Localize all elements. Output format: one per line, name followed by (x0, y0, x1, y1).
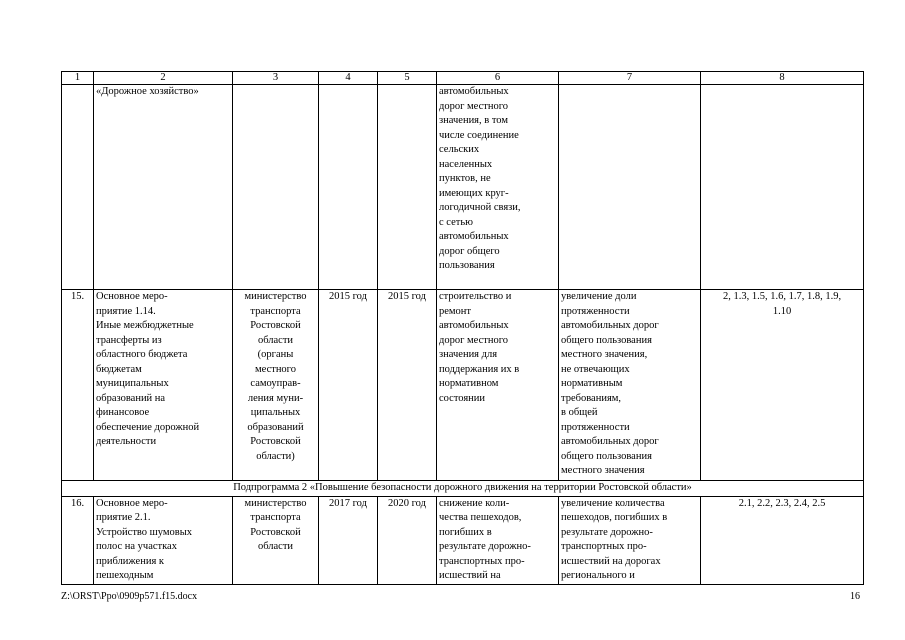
text-line: местного (255, 363, 296, 375)
text-line: автомобильных (439, 320, 509, 331)
text-line: Ростовской (250, 526, 301, 538)
indicators-link-cell (701, 85, 864, 290)
consequences-cell (559, 496, 701, 584)
text-line: пешеходным (96, 570, 154, 581)
text-line: Ростовской (250, 436, 301, 447)
table-row-15 (62, 290, 864, 481)
text-line: с сетью (439, 216, 473, 228)
text-line: сельских (439, 144, 480, 155)
text-line: исшествий на дорогах (561, 555, 661, 567)
text-line: бюджетам (96, 363, 142, 375)
text-line: нормативным (561, 378, 623, 389)
text-line: ремонт (439, 305, 472, 317)
text-line: имеющих круг- (439, 187, 509, 199)
text-line: строительство и (439, 291, 512, 302)
text-line: муниципальных (96, 378, 169, 389)
column-number: 5 (378, 72, 437, 85)
text-line: автомобильных дорог (561, 436, 659, 447)
text-line: автомобильных (439, 231, 509, 242)
text-line: результате дорожно- (561, 526, 653, 538)
text-line: области) (256, 450, 295, 462)
text-line: ления муни- (247, 392, 304, 404)
expected-result-cell (437, 290, 559, 481)
text-line: местного значения (561, 465, 645, 476)
executor-cell (233, 85, 319, 290)
text-line: автомобильных (439, 86, 509, 97)
text-line: погибших в (439, 526, 492, 538)
subprogram-title: Подпрограмма 2 «Повышение безопасности дорожного движения на территории Ростовской области» (62, 481, 864, 497)
text-line: дорог общего (439, 245, 500, 257)
text-line: полос на участках (96, 541, 177, 552)
text-line: 1.10 (772, 305, 792, 317)
text-line: дорог местного (439, 334, 509, 346)
text-line: протяженности (561, 421, 630, 433)
text-line: приятие 2.1. (96, 512, 151, 523)
row-number-cell (62, 85, 94, 290)
text-line: Устройство шумовых (96, 526, 193, 538)
text-line: результате дорожно- (439, 541, 531, 552)
text-line: снижение коли- (439, 497, 510, 509)
text-line: министерство (244, 497, 307, 509)
text-line: пешеходов, погибших в (561, 512, 668, 523)
start-year-cell: 2017 год (319, 496, 378, 584)
column-number: 2 (94, 72, 233, 85)
text-line: образований (247, 421, 304, 433)
footer-file-path: Z:\ORST\Ppo\0909p571.f15.docx (61, 591, 198, 602)
text-line: населенных (439, 158, 493, 170)
text-line: Иные межбюджетные (96, 320, 194, 331)
text-line: общего пользования (561, 450, 652, 462)
text-line: обеспечение дорожной (96, 421, 200, 433)
page-number: 16 (850, 591, 860, 602)
text-line: финансовое (96, 407, 150, 418)
text-line: приближения к (96, 555, 164, 567)
text-line: значения для (439, 349, 498, 360)
text-line: поддержания их в (439, 363, 520, 375)
activity-name-cell (94, 290, 233, 481)
text-line: протяженности (561, 305, 630, 317)
start-year-cell: 2015 год (319, 290, 378, 481)
text-line: автомобильных дорог (561, 320, 659, 331)
text-line: приятие 1.14. (96, 305, 156, 317)
indicators-link-cell (701, 290, 864, 481)
text-line: области (257, 334, 294, 346)
text-line: транспортных про- (561, 541, 647, 552)
text-line: министерство (244, 291, 307, 302)
executor-cell (233, 290, 319, 481)
expected-result-cell (437, 85, 559, 290)
text-line: чества пешеходов, (439, 512, 522, 523)
consequences-cell (559, 85, 701, 290)
text-line: состоянии (439, 392, 486, 404)
row-number-cell: 16. (62, 496, 94, 584)
text-line: дорог местного (439, 100, 509, 112)
column-number: 8 (701, 72, 864, 85)
text-line: транспорта (250, 512, 301, 523)
text-line: увеличение количества (561, 497, 665, 509)
activity-name-cell (94, 496, 233, 584)
column-number: 1 (62, 72, 94, 85)
column-number-row (62, 72, 864, 85)
start-year-cell (319, 85, 378, 290)
text-line: (органы (257, 349, 294, 360)
text-line: деятельности (96, 436, 157, 447)
text-line: не отвечающих (561, 363, 630, 375)
activity-name-cell (94, 85, 233, 290)
column-number: 4 (319, 72, 378, 85)
text-line: общего пользования (561, 334, 652, 346)
column-number: 6 (437, 72, 559, 85)
table-row-continuation (62, 85, 864, 290)
indicators-link-cell (701, 496, 864, 584)
end-year-cell: 2020 год (378, 496, 437, 584)
text-line: области (257, 541, 294, 552)
text-line: значения, в том (439, 115, 508, 126)
text-line: 2, 1.3, 1.5, 1.6, 1.7, 1.8, 1.9, (722, 291, 842, 302)
table-row-16 (62, 496, 864, 584)
text-line: ципальных (250, 407, 301, 418)
text-line: Ростовской (250, 320, 301, 331)
text-line: «Дорожное хозяйство» (96, 86, 199, 97)
consequences-cell (559, 290, 701, 481)
column-number: 7 (559, 72, 701, 85)
text-line: местного значения, (561, 349, 648, 360)
text-line: увеличение доли (561, 291, 637, 302)
program-activities-table (61, 71, 864, 585)
text-line: 2.1, 2.2, 2.3, 2.4, 2.5 (738, 497, 826, 509)
text-line: исшествий на (439, 570, 501, 581)
text-line: нормативном (439, 378, 499, 389)
text-line: областного бюджета (96, 349, 188, 360)
text-line: Основное меро- (96, 291, 168, 302)
executor-cell (233, 496, 319, 584)
text-line: логодичной связи, (439, 202, 521, 213)
text-line: регионального и (561, 570, 635, 581)
text-line: самоуправ- (250, 378, 301, 389)
text-line: пунктов, не (439, 173, 491, 184)
end-year-cell: 2015 год (378, 290, 437, 481)
text-line: числе соединение (439, 129, 519, 141)
text-line: транспортных про- (439, 555, 525, 567)
text-line: в общей (561, 407, 598, 418)
text-line: Основное меро- (96, 497, 168, 509)
end-year-cell (378, 85, 437, 290)
column-number: 3 (233, 72, 319, 85)
text-line: пользования (439, 260, 495, 271)
text-line: транспорта (250, 305, 301, 317)
subprogram-heading-row (62, 481, 864, 497)
text-line: образований на (96, 392, 166, 404)
text-line: трансферты из (96, 334, 162, 346)
row-number-cell: 15. (62, 290, 94, 481)
expected-result-cell (437, 496, 559, 584)
text-line: требованиям, (561, 392, 622, 404)
